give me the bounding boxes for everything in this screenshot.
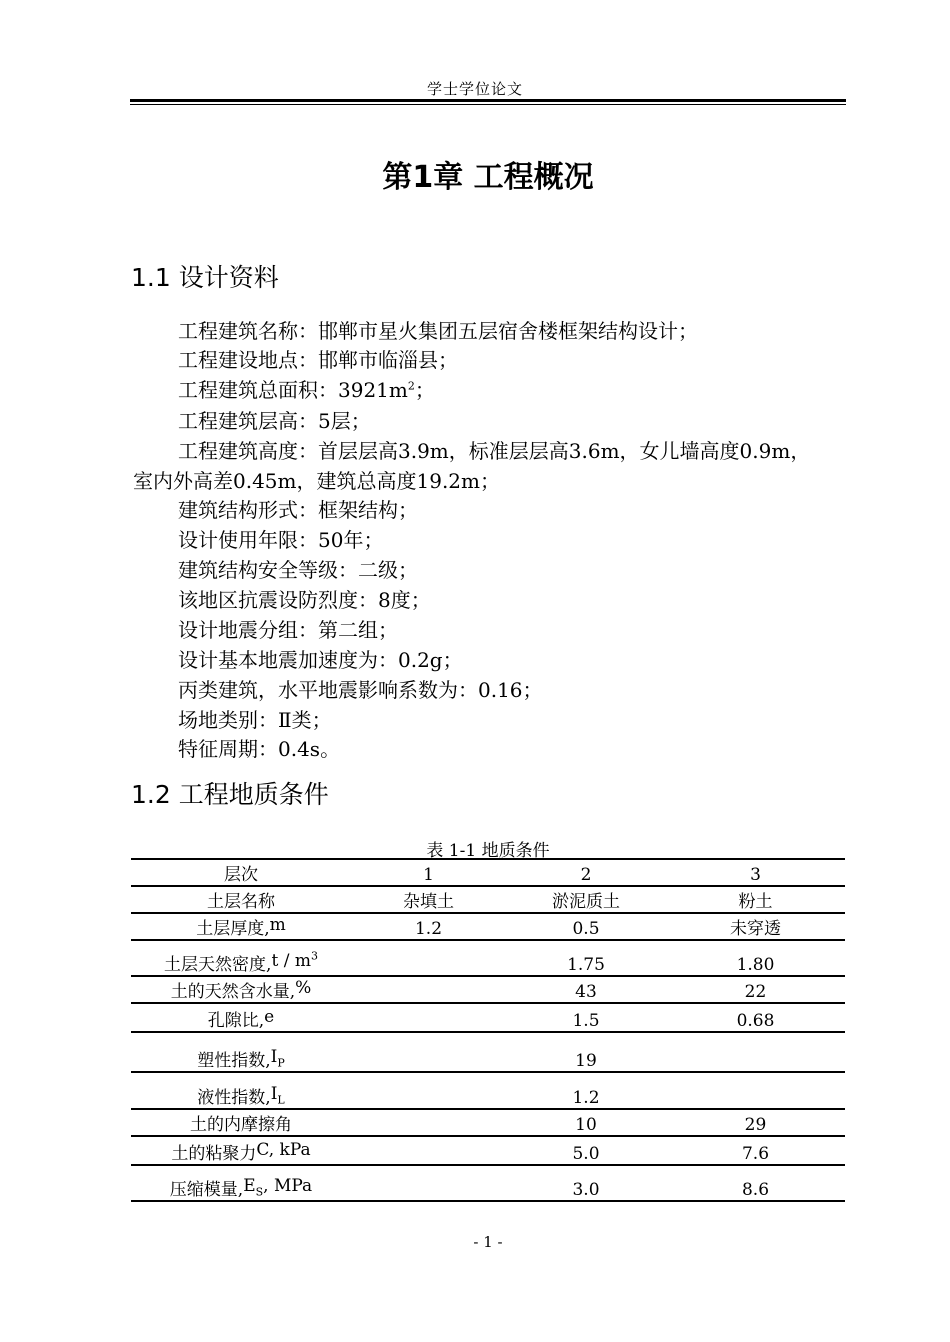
row-label (131, 913, 351, 940)
header-cell: 3 (666, 859, 845, 886)
cell: 3.0 (506, 1165, 666, 1201)
design-item: 该地区抗震设防烈度：8度； (178, 588, 431, 612)
unit-subscript: P (277, 1056, 285, 1070)
label-text: 压缩模量, (169, 1180, 244, 1200)
cell: 5.0 (506, 1136, 666, 1165)
unit-text: E (243, 1176, 256, 1196)
running-header: 学士学位论文 (426, 80, 523, 98)
design-item-text: 工程建筑总面积：3921m (178, 378, 408, 402)
table-row (131, 913, 845, 940)
label-text: 土层天然密度, (164, 955, 272, 975)
cell: 22 (666, 976, 845, 1003)
unit-text: I (270, 1047, 278, 1067)
header-cell: 1 (351, 859, 506, 886)
cell: 1.2 (351, 913, 506, 940)
design-item (178, 375, 435, 405)
cell: 杂填土 (351, 886, 506, 913)
design-item: 设计地震分组：第二组； (178, 618, 398, 642)
design-item: 设计基本地震加速度为：0.2g； (178, 648, 463, 672)
cell (351, 1165, 506, 1201)
cell: 1.2 (506, 1072, 666, 1109)
cell: 19 (506, 1032, 666, 1072)
unit: m (269, 915, 286, 935)
unit (243, 1176, 313, 1199)
chapter-title: 第1章 工程概况 (382, 160, 594, 195)
cell (351, 1109, 506, 1136)
cell: 未穿透 (666, 913, 845, 940)
table-row (131, 1109, 845, 1136)
table-caption: 表 1-1 地质条件 (426, 841, 550, 861)
section-heading-1-1: 1.1 设计资料 (131, 263, 279, 292)
design-item: 工程建设地点：邯郸市临淄县； (178, 348, 458, 372)
unit (271, 951, 318, 971)
cell (351, 1136, 506, 1165)
cell: 8.6 (666, 1165, 845, 1201)
unit (270, 1047, 285, 1070)
unit-text: t / m (271, 951, 311, 971)
label-text: 土的粘聚力 (171, 1144, 257, 1164)
row-label (131, 976, 351, 1003)
design-item: 场地类别：Ⅱ类； (178, 708, 332, 732)
unit: e (264, 1007, 275, 1027)
design-item: 工程建筑名称：邯郸市星火集团五层宿舍楼框架结构设计； (178, 319, 698, 343)
cell (666, 1032, 845, 1072)
unit (270, 1084, 285, 1107)
unit-text: I (270, 1084, 278, 1104)
table-row (131, 1165, 845, 1201)
design-item: 工程建筑高度：首层层高3.9m，标准层层高3.6m，女儿墙高度0.9m， (178, 439, 811, 463)
header-cell: 2 (506, 859, 666, 886)
row-label: 土的内摩擦角 (131, 1109, 351, 1136)
page-number: - 1 - (473, 1233, 503, 1251)
design-item: 工程建筑层高：5层； (178, 409, 371, 433)
header-rule-thin (130, 104, 846, 105)
unit-subscript: S (255, 1185, 264, 1199)
cell (351, 1003, 506, 1032)
cell (351, 976, 506, 1003)
label-text: 液性指数, (197, 1088, 271, 1108)
cell: 29 (666, 1109, 845, 1136)
table-row (131, 940, 845, 976)
cell: 43 (506, 976, 666, 1003)
cell (666, 1072, 845, 1109)
cell: 1.5 (506, 1003, 666, 1032)
design-item: 建筑结构安全等级：二级； (178, 558, 418, 582)
unit-subscript: L (277, 1093, 285, 1107)
table-row (131, 1032, 845, 1072)
row-label: 土层名称 (131, 886, 351, 913)
row-label (131, 1072, 351, 1109)
geology-table (131, 858, 845, 1202)
cell: 0.5 (506, 913, 666, 940)
cell: 粉土 (666, 886, 845, 913)
cell: 0.68 (666, 1003, 845, 1032)
section-heading-1-2: 1.2 工程地质条件 (131, 780, 329, 809)
cell (351, 1032, 506, 1072)
header-rule-thick (130, 99, 846, 102)
label-text: 土的天然含水量, (170, 982, 296, 1002)
cell (351, 940, 506, 976)
table-row (131, 976, 845, 1003)
area-superscript: 2 (407, 379, 415, 393)
header-cell: 层次 (131, 859, 351, 886)
cell: 淤泥质土 (506, 886, 666, 913)
cell: 1.80 (666, 940, 845, 976)
table-header-row (131, 859, 845, 886)
design-item: 建筑结构形式：框架结构； (178, 498, 418, 522)
row-label (131, 1136, 351, 1165)
cell (351, 1072, 506, 1109)
unit: % (295, 978, 312, 998)
unit: C, kPa (256, 1140, 311, 1160)
cell: 1.75 (506, 940, 666, 976)
row-label (131, 1165, 351, 1201)
unit-superscript: 3 (310, 949, 318, 963)
row-label (131, 940, 351, 976)
cell: 7.6 (666, 1136, 845, 1165)
label-text: 塑性指数, (197, 1051, 271, 1071)
table-row (131, 1003, 845, 1032)
design-item-continuation: 室内外高差0.45m，建筑总高度19.2m； (133, 469, 500, 493)
table-row (131, 886, 845, 913)
row-label (131, 1003, 351, 1032)
label-text: 土层厚度, (196, 919, 270, 939)
design-item: 丙类建筑，水平地震影响系数为：0.16； (178, 678, 543, 702)
table-row (131, 1136, 845, 1165)
table-row (131, 1072, 845, 1109)
design-item: 设计使用年限：50年； (178, 528, 384, 552)
unit-tail: , MPa (263, 1176, 313, 1196)
label-text: 孔隙比, (207, 1011, 265, 1031)
design-item: 特征周期：0.4s。 (178, 737, 341, 761)
cell: 10 (506, 1109, 666, 1136)
design-item-tail: ； (414, 378, 435, 402)
row-label (131, 1032, 351, 1072)
